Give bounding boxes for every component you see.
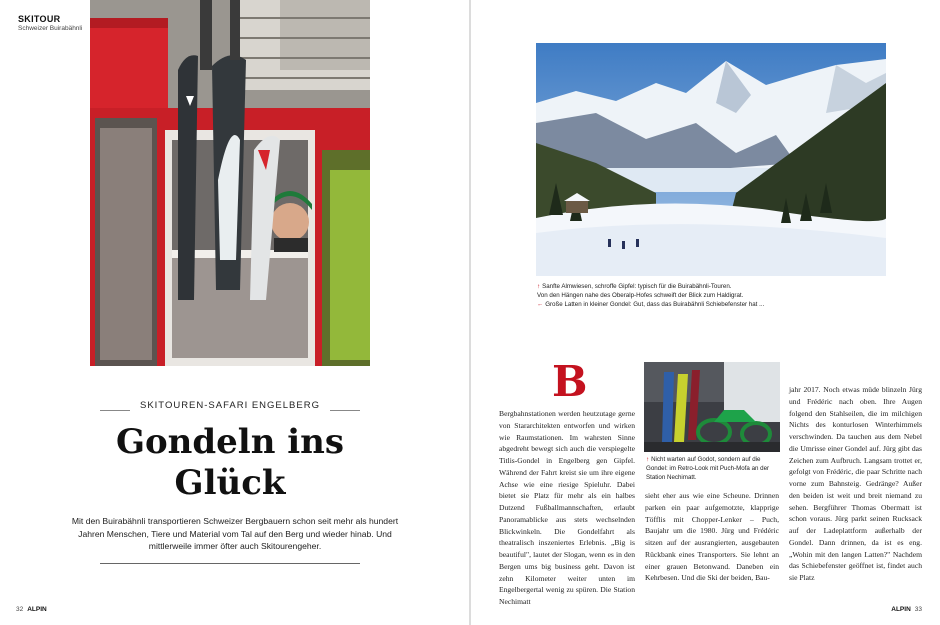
article-lead: Mit den Buirabähnli transportieren Schweizer Bergbauern schon seit mehr als hundert Jahren Menschen, Tiere und Material vom Tal auf den Berg und wieder hinab. Und mittlerweile immer öfter auch Skitourengeher. <box>71 516 399 551</box>
caption-moped-text: Nicht warten auf Godot, sondern auf die Gondel: im Retro-Look mit Puch-Mofa an der Station Nechimatt. <box>646 456 770 481</box>
mountain-illustration <box>536 43 886 276</box>
caption-landscape-line-1: Sanfte Almwiesen, schroffe Gipfel: typisch für die Buirabähnli-Touren. <box>542 283 732 290</box>
caption-gondola <box>537 300 887 309</box>
section-kicker: SKITOUR <box>18 14 61 24</box>
section-rubric <box>18 14 82 32</box>
body-column-2 <box>645 490 779 584</box>
caption-moped <box>646 455 780 482</box>
headline-line-2: Glück <box>174 463 286 503</box>
caption-arrow-up-icon: ↑ <box>537 283 541 290</box>
caption-landscape-line-2: Von den Hängen nahe des Oberalp-Hofes schweift der Blick zum Haldigrat. <box>537 292 744 299</box>
footer-left <box>16 606 51 613</box>
headline-line-1: Gondeln ins <box>115 422 345 462</box>
magazine-name-right: ALPIN <box>891 606 911 613</box>
series-label: SKITOUREN-SAFARI ENGELBERG <box>140 400 320 411</box>
footer-right <box>887 606 922 613</box>
gondola-illustration <box>90 0 370 366</box>
page-number-left: 32 <box>16 606 24 613</box>
body-column-3-text: jahr 2017. Noch etwas müde blinzeln Jürg und Frédéric nach oben. Ihre Augen folgend den Stahlseilen, die im milchigen Nichts des konturlosen Winterhimmels verschwinden. Da tauchen aus dem Nebel die Umrisse einer Gondel auf. Jürg gibt das Zeichen zum Aufbruch. Langsam trottet er, gefolgt von Frédéric, die paar Schritte nach vorne zum Bahnsteig. Gedränge? Außer den beiden ist weit und breit niemand zu sehen. Bergführer Thomas Obermatt ist schon voraus. Jürg parkt seinen Rucksack auf der Ladeplattform außerhalb der Gondel. Dann drinnen, da ist es eng. „Wohin mit den langen Latten?" Nachdem das Schiebefenster geöffnet ist, findet auch sie Platz <box>789 385 922 582</box>
lead-divider <box>100 563 360 564</box>
series-rule-right <box>330 410 360 411</box>
caption-moped-arrow-up-icon: ↑ <box>646 456 650 463</box>
body-column-1-text: Bergbahnstationen werden heutzutage gerne von Stararchitekten entworfen und wirken wie Raumstationen. Im wahrsten Sinne abgedreht bewegt sich auch die verspiegelte Titlis-Gondel in Engelberg gen Gipfel. Während der Fahrt kreist sie um ihre eigene Achse wie eine riesige Spieluhr. Dabei bietet sie Platz für mehr als ein halbes Dutzend Fußballmannschaften, erlaubt Panoramablicke aus stets wechselnden Blickwinkeln. Die Gondelfahrt als theatralisch inszeniertes Erlebnis. „Big is beautiful", lautet der Slogan, wenn es in den Bergen ums big business geht. Davon ist zehn Kilometer weiter unten im Engelbergertal wenig zu spüren. Die Station Nechimatt <box>499 409 635 606</box>
magazine-name-left: ALPIN <box>27 606 47 613</box>
caption-arrow-left-icon: ← <box>537 301 544 308</box>
page-fold <box>469 0 471 625</box>
article-headline <box>80 422 380 504</box>
mountain-photo <box>536 43 886 276</box>
caption-gondola-text: Große Latten in kleiner Gondel: Gut, dass das Buirabähnli Schiebefenster hat ... <box>545 301 765 308</box>
moped-illustration <box>644 362 780 452</box>
body-column-2-text: sieht eher aus wie eine Scheune. Drinnen parken ein paar aufgemotzte, klapprige Töfflis mit Chopper-Lenker – Puch, Baujahr um die 1980. Jürg und Frédéric sitzen auf der ausrangierten, ausgebauten Rückbank eines Transporters. Sie lehnt an einer grauen Betonwand. Daneben ein Kehrbesen. Und die Ski der beiden, Bau- <box>645 491 779 583</box>
section-subkicker: Schweizer Buirabähnli <box>18 25 83 32</box>
body-column-1 <box>499 408 635 608</box>
body-column-3 <box>789 384 922 584</box>
caption-landscape <box>537 282 887 300</box>
page-number-right: 33 <box>914 606 922 613</box>
gondola-photo <box>90 0 370 366</box>
moped-photo <box>644 362 780 452</box>
drop-cap: B <box>552 357 588 406</box>
